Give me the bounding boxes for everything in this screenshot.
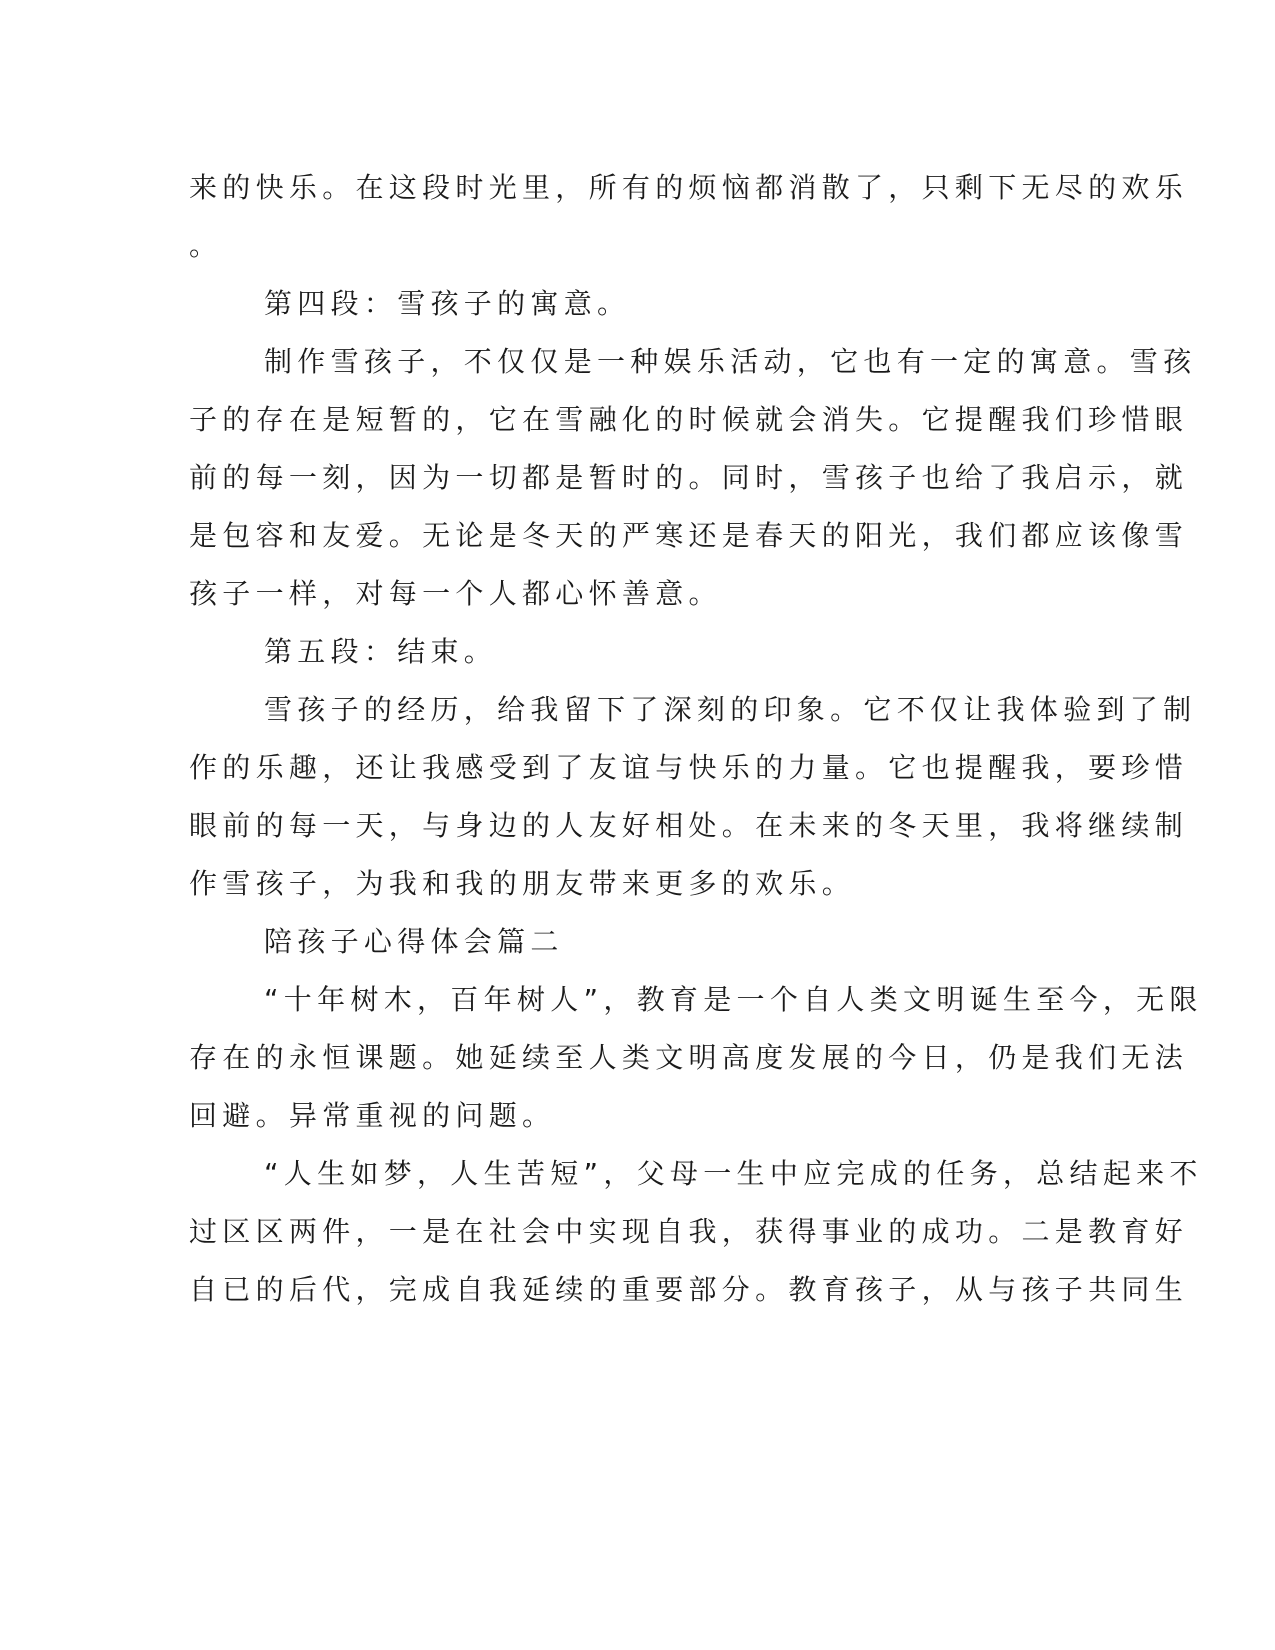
article-title: 陪孩子心得体会篇二 [264, 925, 564, 958]
text-line: 前的每一刻，因为一切都是暂时的。同时，雪孩子也给了我启示，就 [189, 461, 1189, 494]
text-line: 是包容和友爱。无论是冬天的严寒还是春天的阳光，我们都应该像雪 [189, 519, 1189, 552]
text-line: 制作雪孩子，不仅仅是一种娱乐活动，它也有一定的寓意。雪孩 [264, 345, 1197, 378]
text-line: “人生如梦，人生苦短”，父母一生中应完成的任务，总结起来不 [264, 1157, 1203, 1190]
text-line: 存在的永恒课题。她延续至人类文明高度发展的今日，仍是我们无法 [189, 1041, 1189, 1074]
text-line: 来的快乐。在这段时光里，所有的烦恼都消散了，只剩下无尽的欢乐 [189, 171, 1189, 204]
section-heading: 第五段：结束。 [264, 635, 498, 668]
text-line: 作雪孩子，为我和我的朋友带来更多的欢乐。 [189, 867, 856, 900]
section-heading: 第四段：雪孩子的寓意。 [264, 287, 631, 320]
text-line: 回避。异常重视的问题。 [189, 1099, 556, 1132]
text-line: 自已的后代，完成自我延续的重要部分。教育孩子，从与孩子共同生 [189, 1273, 1189, 1306]
text-line: 孩子一样，对每一个人都心怀善意。 [189, 577, 722, 610]
text-line: “十年树木，百年树人”，教育是一个自人类文明诞生至今，无限 [264, 983, 1203, 1016]
text-line: 作的乐趣，还让我感受到了友谊与快乐的力量。它也提醒我，要珍惜 [189, 751, 1189, 784]
text-line: 过区区两件，一是在社会中实现自我，获得事业的成功。二是教育好 [189, 1215, 1189, 1248]
text-line: 雪孩子的经历，给我留下了深刻的印象。它不仅让我体验到了制 [264, 693, 1197, 726]
text-line: 子的存在是短暂的，它在雪融化的时候就会消失。它提醒我们珍惜眼 [189, 403, 1189, 436]
text-line: 。 [189, 229, 223, 262]
text-line: 眼前的每一天，与身边的人友好相处。在未来的冬天里，我将继续制 [189, 809, 1189, 842]
